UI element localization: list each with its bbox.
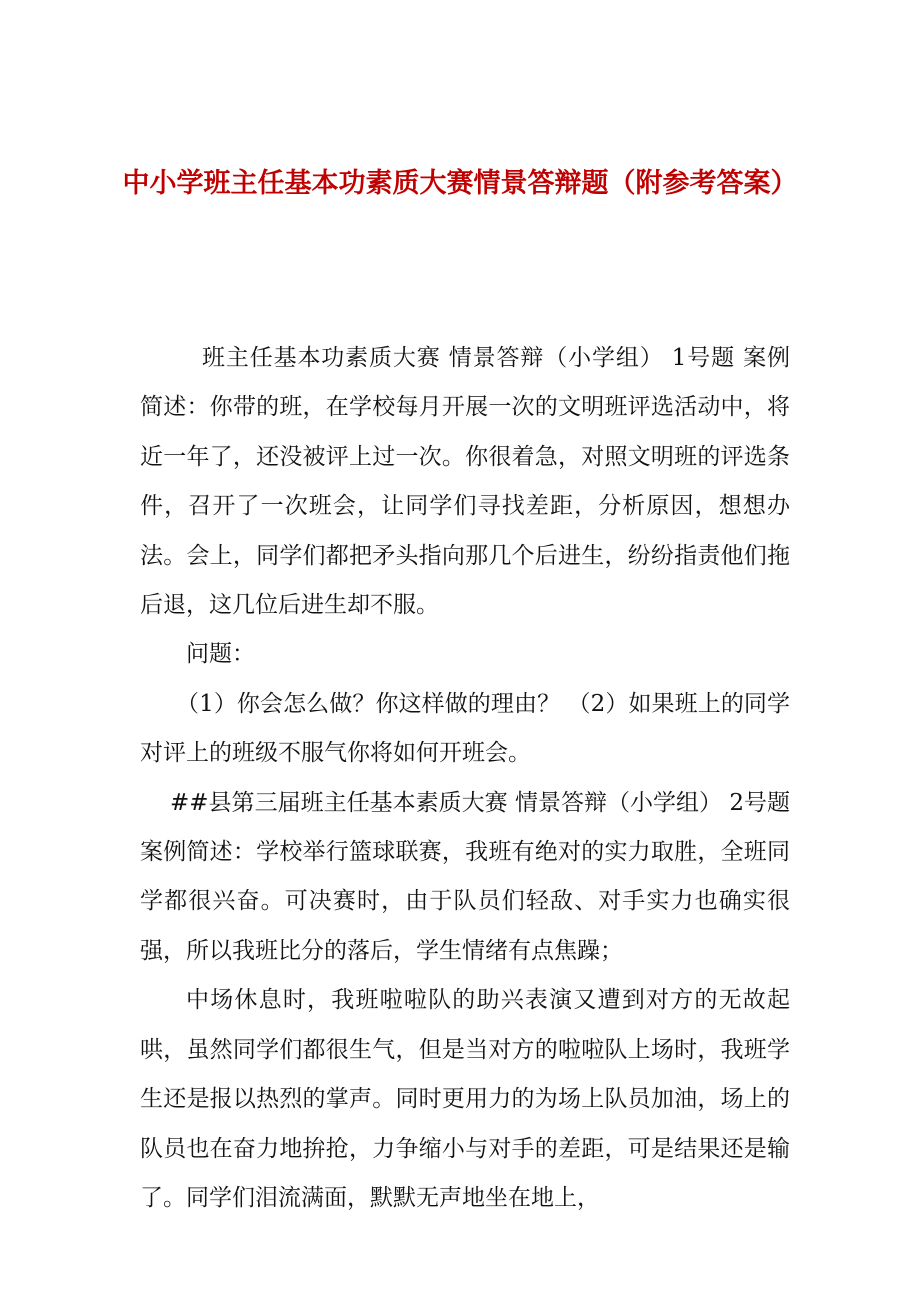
paragraph-question-heading: 问题： (186, 641, 255, 668)
document-title: 中小学班主任基本功素质大赛情景答辩题（附参考答案） (122, 168, 798, 199)
paragraph-case-2-continued: 中场休息时，我班啦啦队的助兴表演又遭到对方的无故起哄，虽然同学们都很生气，但是当对方的啦啦队上场时，我班学生还是报以热烈的掌声。同时更用力的为场上队员加油，场上的队员也在奋力地拚抢，力争缩小与对手的差距，可是结果还是输了。同学们泪流满面，默默无声地坐在地上， (140, 987, 790, 1211)
paragraph-case-1: 班主任基本功素质大赛 情景答辩（小学组） 1号题 案例简述：你带的班，在学校每月开展一次的文明班评选活动中，将近一年了，还没被评上过一次。你很着急，对照文明班的评选条件，召开了一次班会，让同学们寻找差距，分析原因，想想办法。会上，同学们都把矛头指向那几个后进生，纷纷指责他们拖后退，这几位后进生却不服。 (140, 345, 790, 619)
paragraph-case-2: ##县第三届班主任基本素质大赛 情景答辩（小学组） 2号题 案例简述：学校举行篮球联赛，我班有绝对的实力取胜，全班同学都很兴奋。可决赛时，由于队员们轻敌、对手实力也确实很强，所以我班比分的落后，学生情绪有点焦躁； (140, 789, 790, 964)
paragraph-questions: （1）你会怎么做？你这样做的理由？ （2）如果班上的同学对评上的班级不服气你将如何开班会。 (140, 690, 790, 767)
document-body (140, 334, 790, 1223)
